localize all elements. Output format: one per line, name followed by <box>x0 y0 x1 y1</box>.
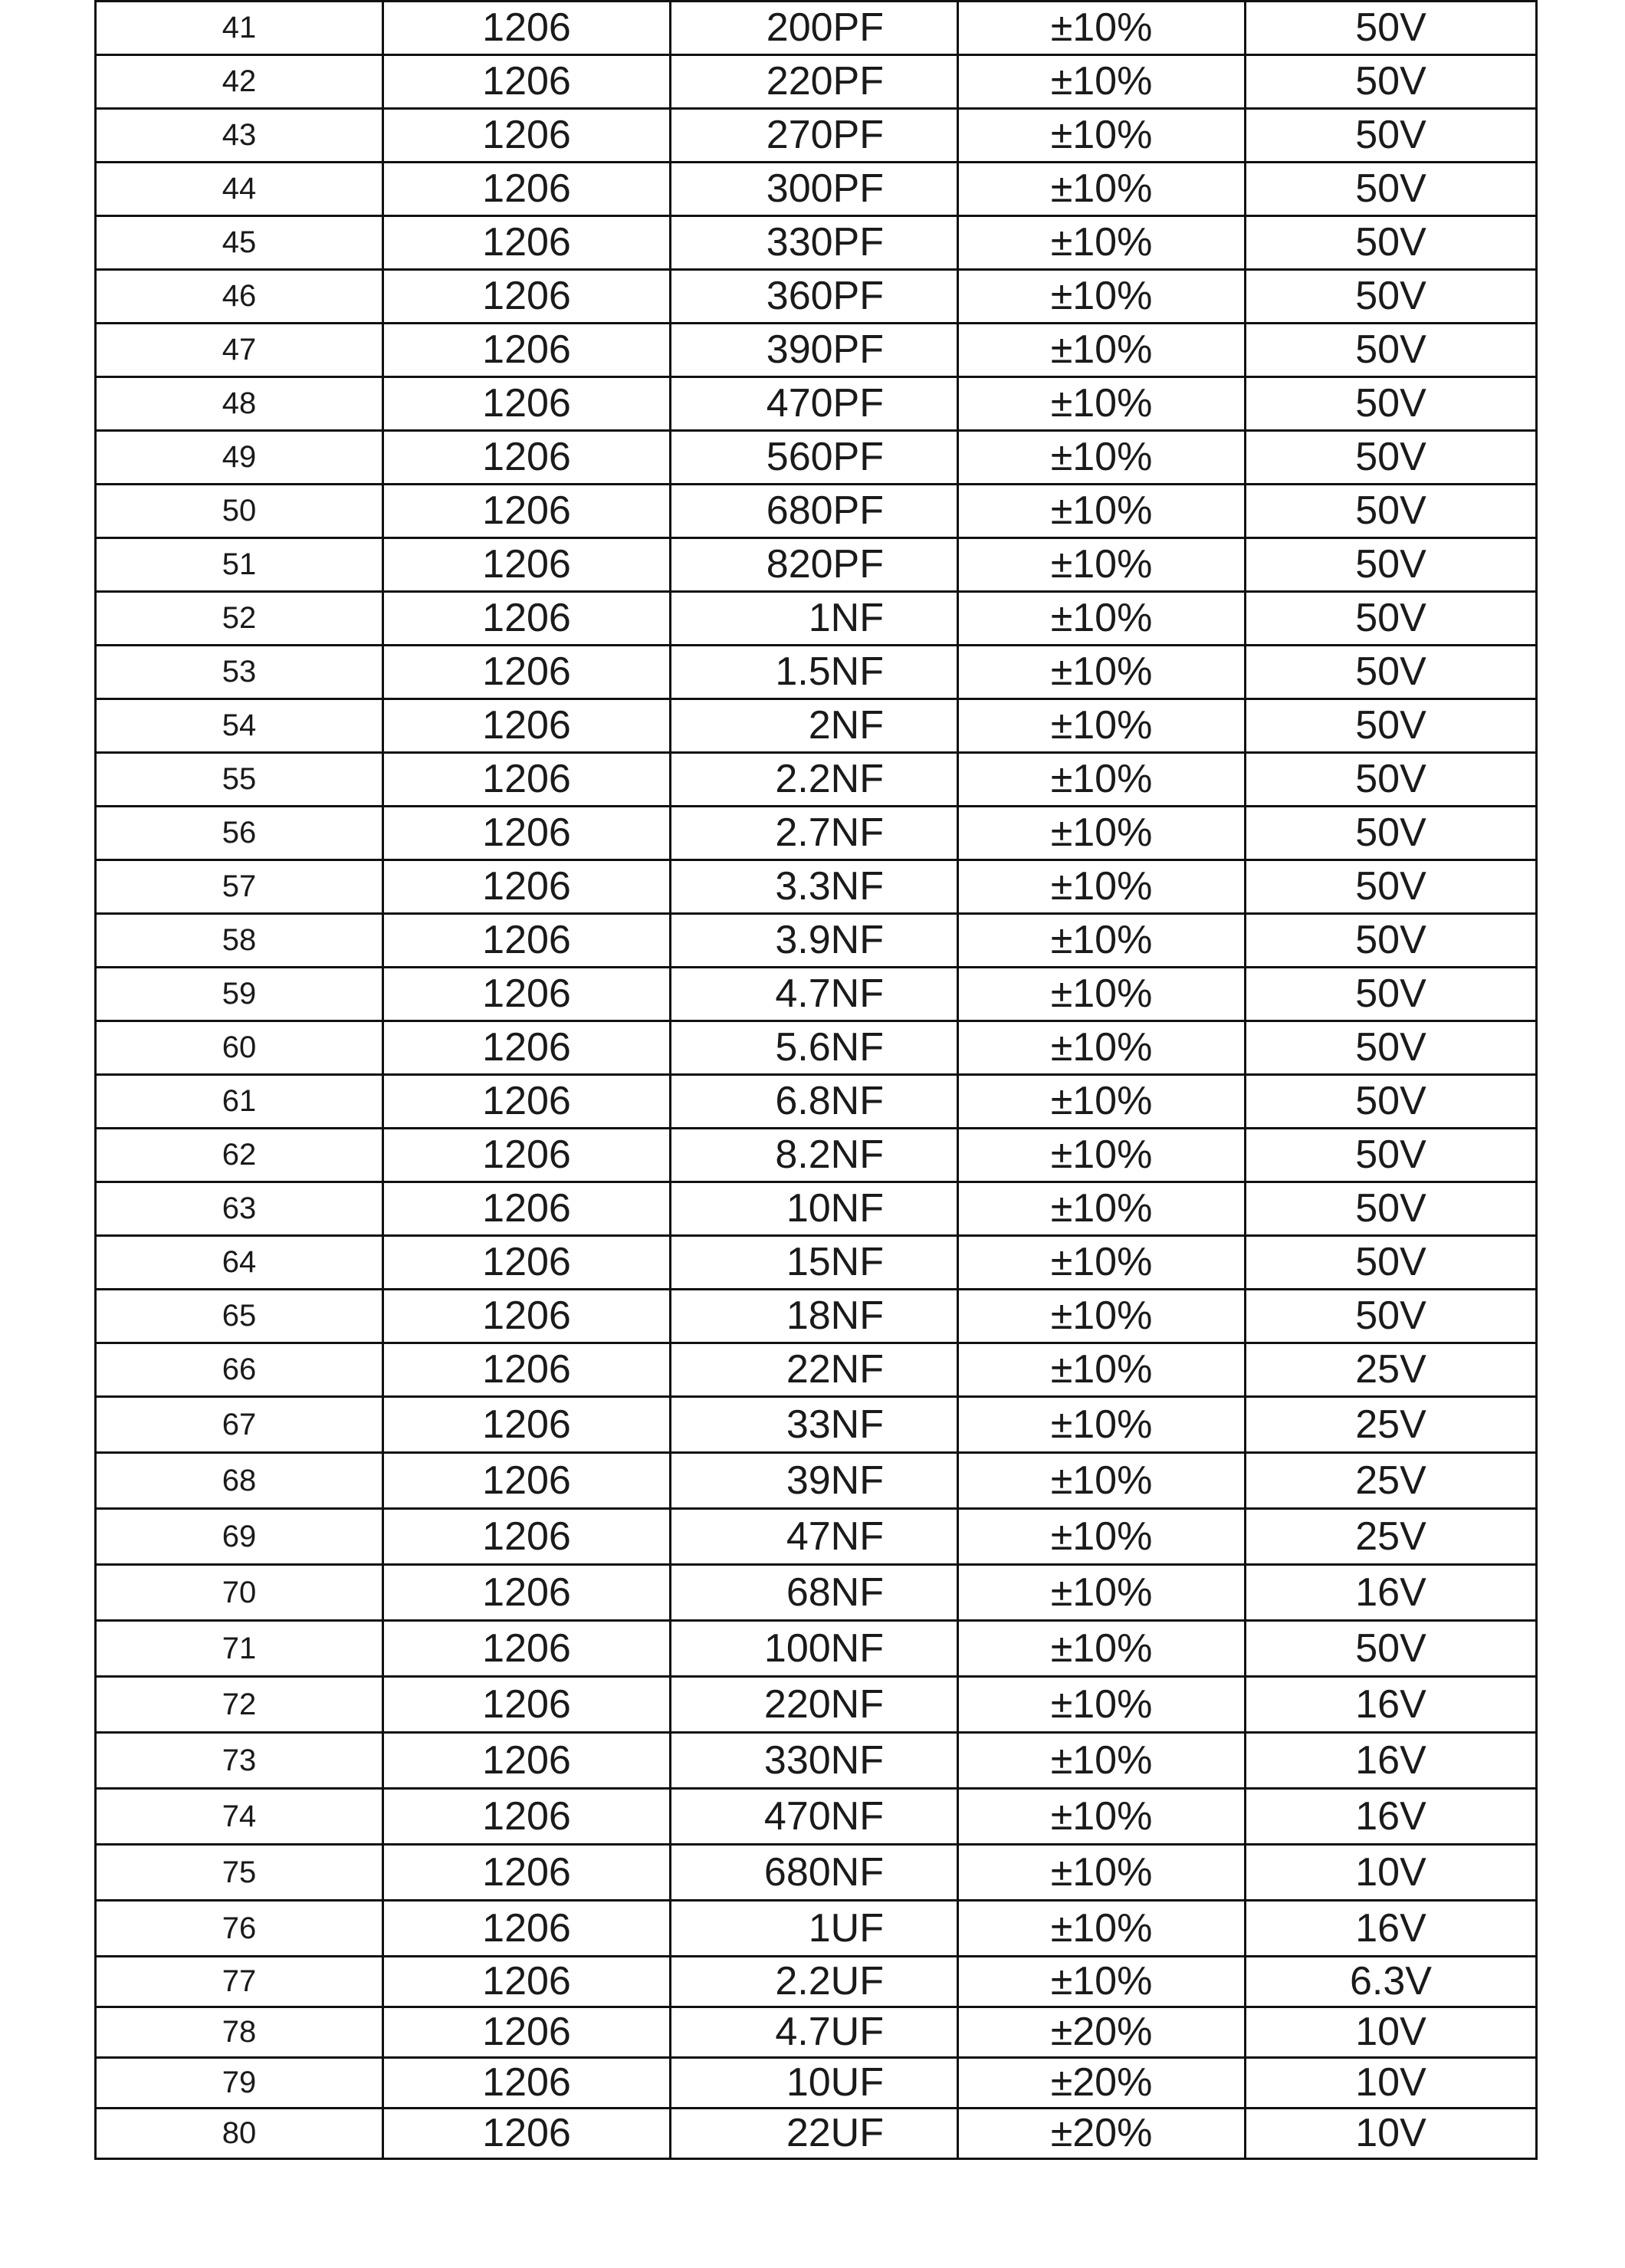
package-size-cell: 1206 <box>383 377 671 431</box>
voltage-cell: 50V <box>1246 1290 1537 1343</box>
package-size-cell: 1206 <box>383 1021 671 1075</box>
row-number-cell: 45 <box>96 216 383 270</box>
tolerance-cell: ±10% <box>958 109 1246 163</box>
row-number-cell: 56 <box>96 807 383 860</box>
voltage-cell: 10V <box>1246 2109 1537 2159</box>
package-size-cell: 1206 <box>383 2 671 55</box>
voltage-cell: 50V <box>1246 699 1537 753</box>
table-row <box>96 431 1537 485</box>
voltage-cell: 16V <box>1246 1733 1537 1789</box>
voltage-cell: 6.3V <box>1246 1957 1537 2007</box>
row-number-cell: 76 <box>96 1901 383 1957</box>
tolerance-cell: ±10% <box>958 1565 1246 1621</box>
tolerance-cell: ±10% <box>958 1236 1246 1290</box>
capacitance-cell: 10UF <box>671 2058 958 2109</box>
row-number-cell: 49 <box>96 431 383 485</box>
tolerance-cell: ±10% <box>958 1733 1246 1789</box>
voltage-cell: 50V <box>1246 270 1537 324</box>
package-size-cell: 1206 <box>383 538 671 592</box>
voltage-cell: 25V <box>1246 1397 1537 1453</box>
capacitance-cell: 820PF <box>671 538 958 592</box>
row-number-cell: 50 <box>96 485 383 538</box>
tolerance-cell: ±10% <box>958 2 1246 55</box>
capacitance-cell: 47NF <box>671 1509 958 1565</box>
tolerance-cell: ±10% <box>958 1621 1246 1677</box>
package-size-cell: 1206 <box>383 753 671 807</box>
row-number-cell: 68 <box>96 1453 383 1509</box>
package-size-cell: 1206 <box>383 1343 671 1397</box>
capacitance-cell: 270PF <box>671 109 958 163</box>
table-row <box>96 592 1537 646</box>
table-row <box>96 1021 1537 1075</box>
package-size-cell: 1206 <box>383 1845 671 1901</box>
table-row <box>96 1957 1537 2007</box>
table-row <box>96 377 1537 431</box>
tolerance-cell: ±10% <box>958 807 1246 860</box>
table-row <box>96 753 1537 807</box>
tolerance-cell: ±10% <box>958 55 1246 109</box>
table-row <box>96 485 1537 538</box>
row-number-cell: 64 <box>96 1236 383 1290</box>
capacitance-cell: 22NF <box>671 1343 958 1397</box>
row-number-cell: 51 <box>96 538 383 592</box>
tolerance-cell: ±20% <box>958 2007 1246 2058</box>
row-number-cell: 41 <box>96 2 383 55</box>
tolerance-cell: ±10% <box>958 1789 1246 1845</box>
row-number-cell: 75 <box>96 1845 383 1901</box>
package-size-cell: 1206 <box>383 2058 671 2109</box>
voltage-cell: 25V <box>1246 1453 1537 1509</box>
package-size-cell: 1206 <box>383 860 671 914</box>
row-number-cell: 53 <box>96 646 383 699</box>
voltage-cell: 25V <box>1246 1509 1537 1565</box>
capacitance-cell: 2.2UF <box>671 1957 958 2007</box>
table-row <box>96 1129 1537 1182</box>
tolerance-cell: ±10% <box>958 216 1246 270</box>
table-row <box>96 1845 1537 1901</box>
table-row <box>96 270 1537 324</box>
row-number-cell: 46 <box>96 270 383 324</box>
capacitance-cell: 3.9NF <box>671 914 958 968</box>
table-row <box>96 2007 1537 2058</box>
row-number-cell: 65 <box>96 1290 383 1343</box>
voltage-cell: 50V <box>1246 860 1537 914</box>
table-row <box>96 1182 1537 1236</box>
row-number-cell: 59 <box>96 968 383 1021</box>
voltage-cell: 50V <box>1246 163 1537 216</box>
voltage-cell: 50V <box>1246 109 1537 163</box>
capacitance-cell: 470NF <box>671 1789 958 1845</box>
voltage-cell: 50V <box>1246 324 1537 377</box>
capacitance-cell: 680PF <box>671 485 958 538</box>
voltage-cell: 50V <box>1246 1075 1537 1129</box>
table-row <box>96 538 1537 592</box>
voltage-cell: 10V <box>1246 2058 1537 2109</box>
voltage-cell: 25V <box>1246 1343 1537 1397</box>
capacitance-cell: 68NF <box>671 1565 958 1621</box>
tolerance-cell: ±10% <box>958 1397 1246 1453</box>
row-number-cell: 70 <box>96 1565 383 1621</box>
tolerance-cell: ±10% <box>958 270 1246 324</box>
package-size-cell: 1206 <box>383 1677 671 1733</box>
tolerance-cell: ±20% <box>958 2058 1246 2109</box>
row-number-cell: 57 <box>96 860 383 914</box>
tolerance-cell: ±10% <box>958 377 1246 431</box>
row-number-cell: 80 <box>96 2109 383 2159</box>
capacitance-cell: 2.2NF <box>671 753 958 807</box>
package-size-cell: 1206 <box>383 646 671 699</box>
capacitance-cell: 6.8NF <box>671 1075 958 1129</box>
voltage-cell: 50V <box>1246 807 1537 860</box>
capacitance-cell: 300PF <box>671 163 958 216</box>
row-number-cell: 71 <box>96 1621 383 1677</box>
tolerance-cell: ±10% <box>958 914 1246 968</box>
package-size-cell: 1206 <box>383 2007 671 2058</box>
tolerance-cell: ±10% <box>958 1453 1246 1509</box>
table-row <box>96 324 1537 377</box>
table-row <box>96 216 1537 270</box>
capacitance-cell: 2NF <box>671 699 958 753</box>
voltage-cell: 50V <box>1246 1182 1537 1236</box>
table-body <box>96 2 1537 2159</box>
table-row <box>96 1236 1537 1290</box>
package-size-cell: 1206 <box>383 216 671 270</box>
table-row <box>96 1621 1537 1677</box>
capacitance-cell: 33NF <box>671 1397 958 1453</box>
capacitance-cell: 560PF <box>671 431 958 485</box>
table-row <box>96 2109 1537 2159</box>
voltage-cell: 50V <box>1246 538 1537 592</box>
capacitance-cell: 39NF <box>671 1453 958 1509</box>
voltage-cell: 10V <box>1246 1845 1537 1901</box>
package-size-cell: 1206 <box>383 1453 671 1509</box>
tolerance-cell: ±10% <box>958 1129 1246 1182</box>
voltage-cell: 50V <box>1246 1621 1537 1677</box>
package-size-cell: 1206 <box>383 1957 671 2007</box>
capacitance-cell: 15NF <box>671 1236 958 1290</box>
tolerance-cell: ±10% <box>958 163 1246 216</box>
tolerance-cell: ±10% <box>958 753 1246 807</box>
row-number-cell: 55 <box>96 753 383 807</box>
row-number-cell: 72 <box>96 1677 383 1733</box>
capacitor-spec-table <box>94 0 1538 2160</box>
capacitance-cell: 220NF <box>671 1677 958 1733</box>
package-size-cell: 1206 <box>383 1901 671 1957</box>
package-size-cell: 1206 <box>383 163 671 216</box>
table-row <box>96 1075 1537 1129</box>
tolerance-cell: ±10% <box>958 699 1246 753</box>
tolerance-cell: ±10% <box>958 538 1246 592</box>
tolerance-cell: ±10% <box>958 1901 1246 1957</box>
row-number-cell: 60 <box>96 1021 383 1075</box>
tolerance-cell: ±10% <box>958 1343 1246 1397</box>
package-size-cell: 1206 <box>383 55 671 109</box>
capacitance-cell: 200PF <box>671 2 958 55</box>
capacitance-cell: 1NF <box>671 592 958 646</box>
row-number-cell: 79 <box>96 2058 383 2109</box>
voltage-cell: 50V <box>1246 216 1537 270</box>
capacitance-cell: 1UF <box>671 1901 958 1957</box>
package-size-cell: 1206 <box>383 699 671 753</box>
package-size-cell: 1206 <box>383 1182 671 1236</box>
tolerance-cell: ±10% <box>958 1182 1246 1236</box>
tolerance-cell: ±10% <box>958 1509 1246 1565</box>
tolerance-cell: ±10% <box>958 1075 1246 1129</box>
row-number-cell: 44 <box>96 163 383 216</box>
capacitance-cell: 5.6NF <box>671 1021 958 1075</box>
row-number-cell: 58 <box>96 914 383 968</box>
package-size-cell: 1206 <box>383 1565 671 1621</box>
row-number-cell: 47 <box>96 324 383 377</box>
tolerance-cell: ±10% <box>958 968 1246 1021</box>
row-number-cell: 69 <box>96 1509 383 1565</box>
table-row <box>96 1509 1537 1565</box>
capacitance-cell: 3.3NF <box>671 860 958 914</box>
table-row <box>96 699 1537 753</box>
table-row <box>96 1789 1537 1845</box>
capacitance-cell: 390PF <box>671 324 958 377</box>
voltage-cell: 50V <box>1246 485 1537 538</box>
row-number-cell: 63 <box>96 1182 383 1236</box>
capacitance-cell: 100NF <box>671 1621 958 1677</box>
voltage-cell: 16V <box>1246 1789 1537 1845</box>
row-number-cell: 48 <box>96 377 383 431</box>
package-size-cell: 1206 <box>383 485 671 538</box>
row-number-cell: 78 <box>96 2007 383 2058</box>
tolerance-cell: ±10% <box>958 1677 1246 1733</box>
table-row <box>96 1733 1537 1789</box>
package-size-cell: 1206 <box>383 270 671 324</box>
tolerance-cell: ±10% <box>958 485 1246 538</box>
voltage-cell: 50V <box>1246 1129 1537 1182</box>
voltage-cell: 50V <box>1246 431 1537 485</box>
table-row <box>96 1677 1537 1733</box>
package-size-cell: 1206 <box>383 1129 671 1182</box>
capacitance-cell: 680NF <box>671 1845 958 1901</box>
row-number-cell: 73 <box>96 1733 383 1789</box>
row-number-cell: 54 <box>96 699 383 753</box>
table-row <box>96 807 1537 860</box>
tolerance-cell: ±10% <box>958 1290 1246 1343</box>
tolerance-cell: ±10% <box>958 1957 1246 2007</box>
tolerance-cell: ±10% <box>958 1845 1246 1901</box>
row-number-cell: 74 <box>96 1789 383 1845</box>
tolerance-cell: ±10% <box>958 431 1246 485</box>
row-number-cell: 66 <box>96 1343 383 1397</box>
row-number-cell: 67 <box>96 1397 383 1453</box>
tolerance-cell: ±10% <box>958 646 1246 699</box>
voltage-cell: 50V <box>1246 55 1537 109</box>
tolerance-cell: ±10% <box>958 324 1246 377</box>
row-number-cell: 77 <box>96 1957 383 2007</box>
package-size-cell: 1206 <box>383 807 671 860</box>
capacitance-cell: 4.7NF <box>671 968 958 1021</box>
capacitance-cell: 4.7UF <box>671 2007 958 2058</box>
voltage-cell: 50V <box>1246 1021 1537 1075</box>
capacitance-cell: 8.2NF <box>671 1129 958 1182</box>
table-row <box>96 1453 1537 1509</box>
package-size-cell: 1206 <box>383 914 671 968</box>
voltage-cell: 50V <box>1246 968 1537 1021</box>
voltage-cell: 50V <box>1246 592 1537 646</box>
capacitance-cell: 18NF <box>671 1290 958 1343</box>
row-number-cell: 52 <box>96 592 383 646</box>
package-size-cell: 1206 <box>383 431 671 485</box>
tolerance-cell: ±10% <box>958 1021 1246 1075</box>
capacitance-cell: 360PF <box>671 270 958 324</box>
package-size-cell: 1206 <box>383 109 671 163</box>
package-size-cell: 1206 <box>383 1789 671 1845</box>
voltage-cell: 50V <box>1246 646 1537 699</box>
row-number-cell: 61 <box>96 1075 383 1129</box>
package-size-cell: 1206 <box>383 1236 671 1290</box>
capacitance-cell: 330NF <box>671 1733 958 1789</box>
capacitance-cell: 1.5NF <box>671 646 958 699</box>
package-size-cell: 1206 <box>383 1397 671 1453</box>
table-row <box>96 968 1537 1021</box>
voltage-cell: 50V <box>1246 2 1537 55</box>
table-row <box>96 2058 1537 2109</box>
row-number-cell: 43 <box>96 109 383 163</box>
table-row <box>96 1565 1537 1621</box>
table-row <box>96 1901 1537 1957</box>
capacitance-cell: 22UF <box>671 2109 958 2159</box>
table-row <box>96 914 1537 968</box>
package-size-cell: 1206 <box>383 1621 671 1677</box>
package-size-cell: 1206 <box>383 1733 671 1789</box>
table-row <box>96 55 1537 109</box>
row-number-cell: 62 <box>96 1129 383 1182</box>
table-row <box>96 1397 1537 1453</box>
voltage-cell: 10V <box>1246 2007 1537 2058</box>
tolerance-cell: ±10% <box>958 592 1246 646</box>
voltage-cell: 50V <box>1246 377 1537 431</box>
package-size-cell: 1206 <box>383 1290 671 1343</box>
capacitance-cell: 2.7NF <box>671 807 958 860</box>
capacitance-cell: 220PF <box>671 55 958 109</box>
voltage-cell: 16V <box>1246 1901 1537 1957</box>
package-size-cell: 1206 <box>383 324 671 377</box>
voltage-cell: 50V <box>1246 914 1537 968</box>
capacitance-cell: 330PF <box>671 216 958 270</box>
tolerance-cell: ±20% <box>958 2109 1246 2159</box>
capacitance-cell: 10NF <box>671 1182 958 1236</box>
table-row <box>96 1290 1537 1343</box>
table-row <box>96 163 1537 216</box>
voltage-cell: 50V <box>1246 1236 1537 1290</box>
table-row <box>96 646 1537 699</box>
voltage-cell: 16V <box>1246 1677 1537 1733</box>
package-size-cell: 1206 <box>383 1075 671 1129</box>
table-row <box>96 860 1537 914</box>
tolerance-cell: ±10% <box>958 860 1246 914</box>
voltage-cell: 16V <box>1246 1565 1537 1621</box>
table-row <box>96 1343 1537 1397</box>
package-size-cell: 1206 <box>383 2109 671 2159</box>
table-row <box>96 2 1537 55</box>
row-number-cell: 42 <box>96 55 383 109</box>
capacitance-cell: 470PF <box>671 377 958 431</box>
package-size-cell: 1206 <box>383 592 671 646</box>
package-size-cell: 1206 <box>383 968 671 1021</box>
package-size-cell: 1206 <box>383 1509 671 1565</box>
voltage-cell: 50V <box>1246 753 1537 807</box>
table-row <box>96 109 1537 163</box>
